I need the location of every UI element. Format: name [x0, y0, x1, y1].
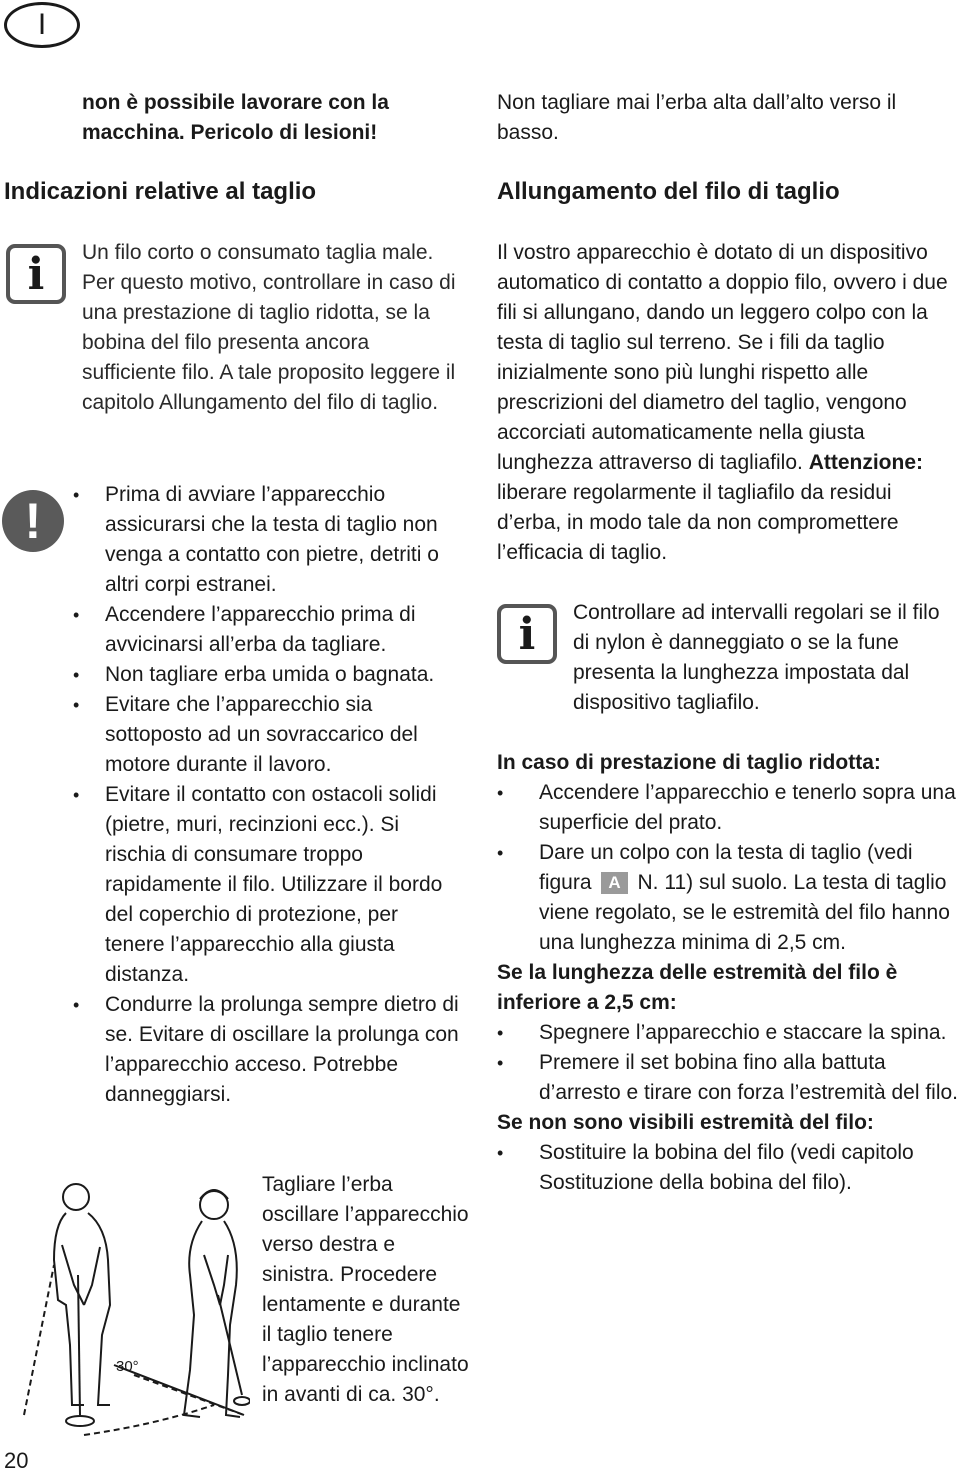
list-item: • Accendere l’apparecchio e tenerlo sopra una superficie del prato. — [539, 778, 959, 838]
language-badge-label: I — [37, 8, 47, 41]
subheading-ridotta: In caso di prestazione di taglio ridotta: — [497, 751, 881, 774]
list-item: • Prima di avviare l’apparecchio assicurarsi che la testa di taglio non venga a contatto con pietre, detriti o altri corpi estranei. — [105, 480, 460, 600]
list-item: • Evitare che l’apparecchio sia sottoposto ad un sovraccarico del motore durante il lavoro. — [105, 690, 460, 780]
list-item-text: Dare un colpo con la testa di taglio (vedi figura — [539, 841, 913, 894]
list-item: • Spegnere l’apparecchio e staccare la spina. — [539, 1018, 959, 1048]
right-info-text: Controllare ad intervalli regolari se il filo di nylon è danneggiato o se la fune presenta la lunghezza impostata dal dispositivo tagliafilo. — [573, 601, 940, 714]
warning-icon: ! — [2, 490, 64, 552]
list-item: • Accendere l’apparecchio prima di avvicinarsi all’erba da tagliare. — [105, 600, 460, 660]
section-heading-taglio: Indicazioni relative al taglio — [4, 178, 317, 205]
info-icon: i — [497, 604, 557, 664]
list-item: • Premere il set bobina fino alla battuta d’arresto e tirare con forza l’estremità del filo. — [539, 1048, 959, 1108]
list-item: • Evitare il contatto con ostacoli solidi (pietre, muri, recinzioni ecc.). Si rischia di consumare troppo rapidamente il filo. Utilizzare il bordo del coperchio di protezione, per tenere l’apparecchio alla giusta distanza. — [105, 780, 460, 990]
attention-text: liberare regolarmente il tagliafilo da residui d’erba, in modo tale da non compromettere l’efficacia di taglio. — [497, 481, 899, 564]
procedure-list-2 — [539, 1018, 959, 1108]
procedure-list-1 — [539, 778, 959, 958]
list-item: • Sostituire la bobina del filo (vedi capitolo Sostituzione della bobina del filo). — [539, 1138, 959, 1198]
left-intro-warning: non è possibile lavorare con la macchina. Pericolo di lesioni! — [82, 91, 389, 144]
right-paragraph — [497, 238, 959, 568]
subheading-inferiore: Se la lunghezza delle estremità del filo è inferiore a 2,5 cm: — [497, 961, 898, 1014]
section-heading-allungamento: Allungamento del filo di taglio — [497, 178, 840, 205]
right-paragraph-text: Il vostro apparecchio è dotato di un dispositivo automatico di contatto a doppio filo, ovvero i due fili si allungano, dando un leggero colpo con la testa di taglio sul terreno. Se i fili da taglio inizialmente sono più lunghi rispetto alle prescrizioni del diametro del taglio, vengono accorciati automaticamente nella giusta lunghezza attraverso di tagliafilo. — [497, 241, 948, 474]
left-info-text: Un filo corto o consumato taglia male. Per questo motivo, controllare in caso di una prestazione di taglio ridotta, se la bobina del filo presenta ancora sufficiente filo. A tale proposito leggere il capitolo Allungamento del filo di taglio. — [82, 241, 456, 414]
info-icon: i — [6, 244, 66, 304]
list-item-text: N. 11) sul suolo. La testa di taglio viene regolato, se le estremità del filo hanno una lunghezza minima di 2,5 cm. — [539, 871, 950, 954]
figure-letter-badge: A — [601, 872, 627, 894]
list-item — [539, 838, 959, 958]
angle-label: 30° — [116, 1358, 139, 1375]
right-procedure — [497, 748, 959, 1198]
page-number: 20 — [4, 1448, 29, 1473]
procedure-list-3 — [539, 1138, 959, 1198]
list-item: • Non tagliare erba umida o bagnata. — [105, 660, 460, 690]
left-bullet-list — [105, 480, 460, 1110]
subheading-non-visibili: Se non sono visibili estremità del filo: — [497, 1111, 874, 1134]
list-item: • Condurre la prolunga sempre dietro di se. Evitare di oscillare la prolunga con l’apparecchio acceso. Potrebbe danneggiarsi. — [105, 990, 460, 1110]
mowing-illustration — [14, 1165, 250, 1440]
language-badge — [4, 2, 80, 48]
attention-label: Attenzione: — [808, 451, 924, 474]
right-intro: Non tagliare mai l’erba alta dall’alto verso il basso. — [497, 91, 897, 144]
figure-caption: Tagliare l’erba oscillare l’apparecchio verso destra e sinistra. Procedere lentamente e durante il taglio tenere l’apparecchio inclinato in avanti di ca. 30°. — [262, 1173, 469, 1406]
